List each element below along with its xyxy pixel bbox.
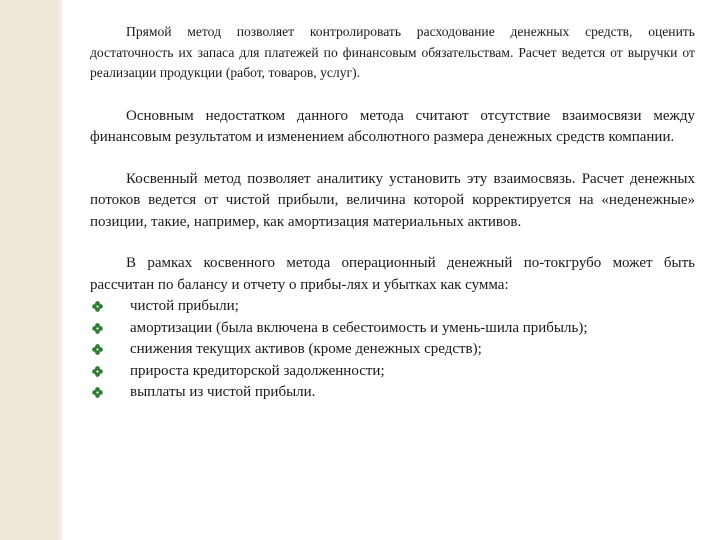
slide-content [90,22,695,404]
list-item [90,361,695,383]
clover-diamond-icon [92,301,103,312]
clover-diamond-icon [92,387,103,398]
decorative-sidebar [0,0,62,540]
list-item-text: выплаты из чистой прибыли. [130,384,316,400]
list-item [90,382,695,404]
clover-diamond-icon [92,344,103,355]
list-item [90,296,695,318]
list-item [90,339,695,361]
sum-components-list [90,296,695,404]
paragraph-drawback: Основным недостатком данного метода считают отсутствие взаимосвязи между финансовым результатом и изменением абсолютного размера денежных средств компании. [90,107,695,145]
clover-diamond-icon [92,366,103,377]
paragraph-direct-method: Прямой метод позволяет контролировать расходование денежных средств, оценить достаточность их запаса для платежей по финансовым обязательствам. Расчет ведется от выручки от реализации продукции (работ, товаров, услуг). [90,24,695,80]
list-item-text: чистой прибыли; [130,298,239,314]
list-item-text: амортизации (была включена в себестоимость и умень-шила прибыль); [130,319,588,336]
list-item-text: прироста кредиторской задолженности; [130,362,385,379]
paragraph-indirect-method: Косвенный метод позволяет аналитику установить эту взаимосвязь. Расчет денежных потоков ведется от чистой прибыли, величина которой корректируется на «неденежные» позиции, такие, например, как амортизация материальных активов. [90,170,695,230]
list-item [90,318,695,340]
clover-diamond-icon [92,323,103,334]
paragraph-operating-flow: В рамках косвенного метода операционный денежный по-токгрубо может быть рассчитан по балансу и отчету о прибы-лях и убытках как сумма: [90,255,695,293]
list-item-text: снижения текущих активов (кроме денежных средств); [130,341,482,357]
